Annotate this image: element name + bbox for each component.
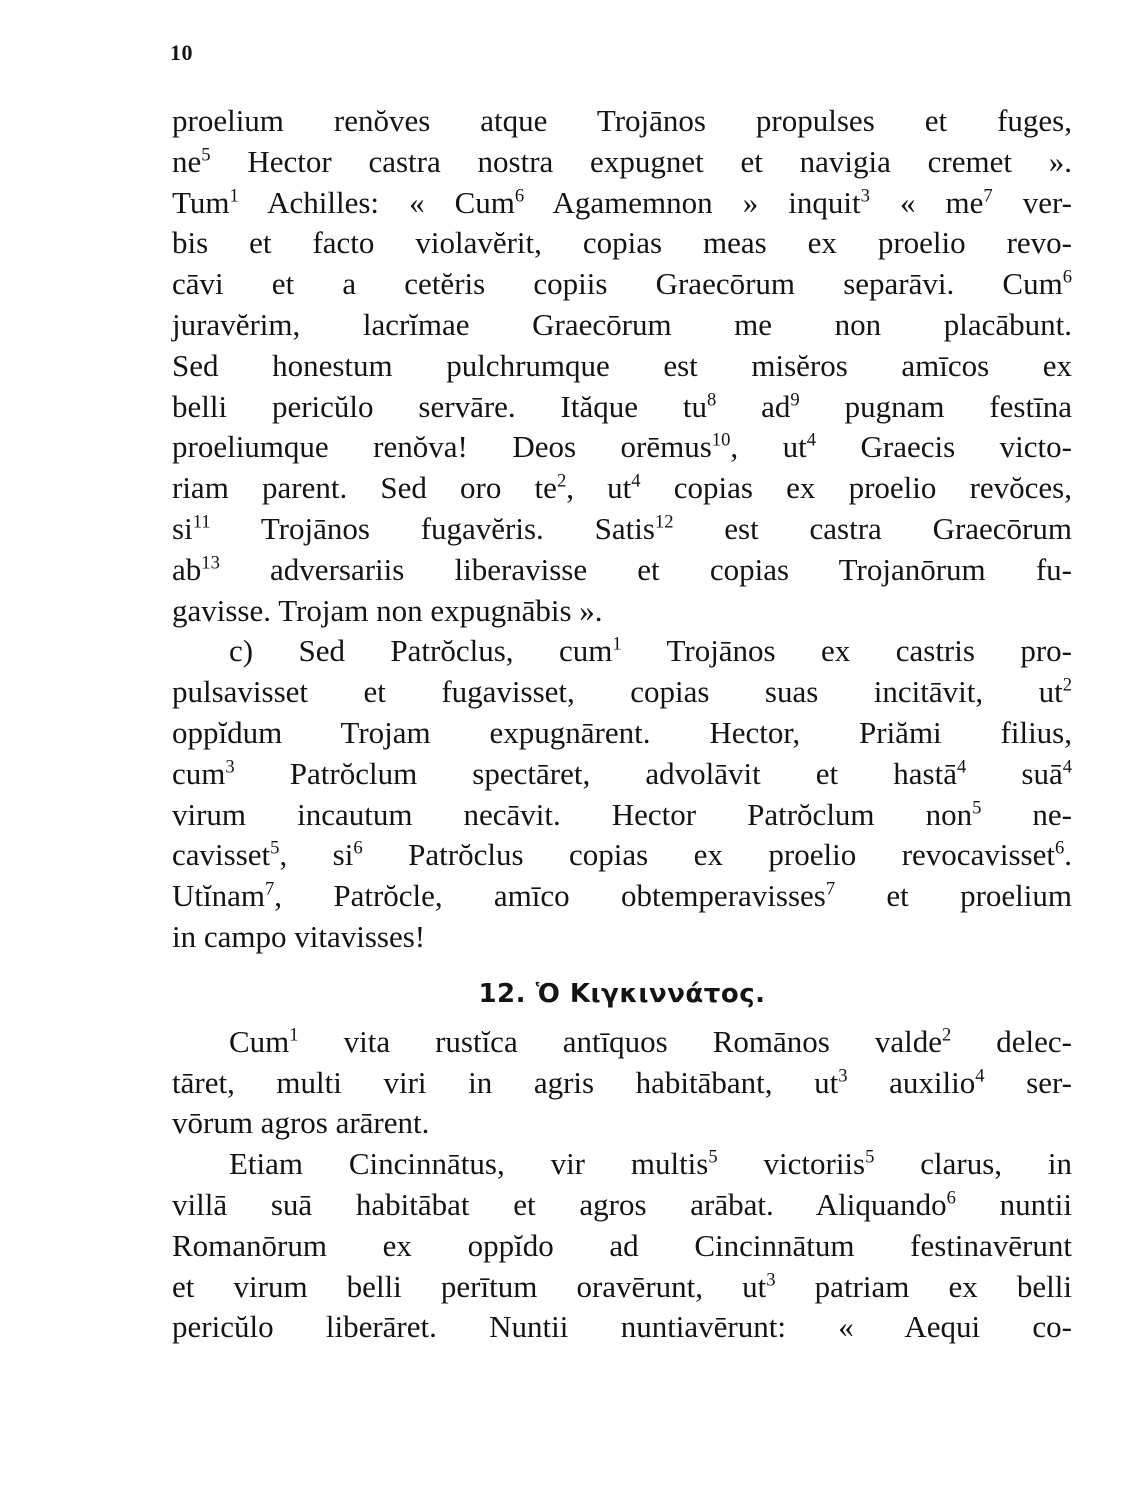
text-segment: cavisset: [172, 837, 271, 873]
text-line: [172, 1022, 1072, 1063]
footnote-marker: 1: [612, 633, 622, 655]
footnote-marker: 11: [192, 511, 211, 533]
text-line: [172, 142, 1072, 183]
text-segment: ad: [716, 388, 791, 424]
text-line: [172, 631, 1072, 672]
text-segment: ab: [172, 551, 202, 587]
text-segment: , Patrŏcle, amīco obtemperavisses: [274, 878, 826, 914]
footnote-marker: 4: [1062, 756, 1072, 778]
text-line: [172, 754, 1072, 795]
text-line: [172, 264, 1072, 305]
text-segment: est castra Graecōrum: [673, 510, 1072, 546]
text-segment: vōrum agros arārent.: [172, 1105, 430, 1141]
text-segment: Patrŏclum spectāret, advolāvit et hastā: [234, 755, 957, 791]
text-body: [172, 101, 1072, 1348]
text-segment: Sed honestum pulchrumque est misĕros amīcos ex: [172, 347, 1072, 383]
footnote-marker: 4: [956, 756, 967, 778]
footnote-marker: 10: [711, 429, 731, 451]
footnote-marker: 6: [514, 185, 525, 207]
footnote-marker: 1: [289, 1024, 299, 1046]
text-segment: vita rustĭca antīquos Romānos valde: [298, 1023, 942, 1059]
footnote-marker: 5: [972, 797, 982, 819]
passage-12: [172, 1022, 1072, 1348]
footnote-marker: 2: [556, 470, 567, 492]
text-line: [172, 1103, 1072, 1144]
text-segment: ser-: [984, 1064, 1072, 1100]
text-segment: Trojānos ex castris pro-: [621, 633, 1072, 669]
text-segment: pugnam festīna: [799, 388, 1072, 424]
footnote-marker: 6: [946, 1187, 956, 1209]
footnote-marker: 3: [838, 1065, 848, 1086]
text-segment: juravĕrim, lacrĭmae Graecōrum me non placābunt.: [172, 306, 1072, 342]
footnote-marker: 5: [201, 144, 211, 166]
text-segment: in campo vitavisses!: [172, 918, 426, 954]
text-segment: Trojānos fugavĕris. Satis: [210, 510, 655, 546]
text-segment: ver-: [992, 184, 1073, 220]
text-segment: Achilles: « Cum: [238, 184, 515, 220]
text-segment: c) Sed Patrŏclus, cum: [229, 633, 613, 669]
text-line: [172, 101, 1072, 142]
text-segment: Agamemnon » inquit: [524, 184, 861, 220]
footnote-marker: 12: [654, 511, 674, 533]
text-segment: .: [1064, 837, 1072, 873]
text-segment: , si: [279, 837, 354, 873]
text-segment: delec-: [951, 1023, 1072, 1059]
footnote-marker: 5: [270, 837, 280, 859]
text-segment: tāret, multi viri in agris habitābant, ut: [172, 1064, 839, 1100]
footnote-marker: 4: [975, 1065, 985, 1086]
text-segment: pulsavisset et fugavisset, copias suas incitāvit, ut: [172, 674, 1063, 710]
text-line: [172, 305, 1072, 346]
text-segment: Graecis victo-: [816, 429, 1072, 465]
text-segment: gavisse. Trojam non expugnābis ».: [172, 592, 603, 628]
text-segment: virum incautum necāvit. Hector Patrŏclum non: [172, 796, 973, 832]
text-segment: Hector castra nostra expugnet et navigia cremet ».: [210, 143, 1072, 179]
text-segment: Romanōrum ex oppĭdo ad Cincinnātum festinavērunt: [172, 1227, 1072, 1263]
text-segment: Tum: [172, 184, 230, 220]
text-segment: proeliumque renŏva! Deos orēmus: [172, 429, 712, 465]
text-segment: belli pericŭlo servāre. Ităque tu: [172, 388, 707, 424]
text-line: [172, 427, 1072, 468]
text-line: [172, 835, 1072, 876]
footnote-marker: 5: [708, 1146, 718, 1168]
page-number: 10: [170, 40, 193, 65]
text-segment: , ut: [566, 470, 632, 506]
text-segment: pericŭlo liberāret. Nuntii nuntiavērunt: « Aequi co-: [172, 1309, 1072, 1345]
text-segment: proelium renŏves atque Trojānos propulses et fuges,: [172, 103, 1072, 138]
text-line: [172, 591, 1072, 632]
footnote-marker: 4: [806, 429, 817, 451]
footnote-marker: 7: [983, 185, 993, 207]
footnote-marker: 4: [631, 470, 641, 492]
text-segment: « me: [869, 184, 984, 220]
text-segment: si: [172, 510, 193, 546]
text-segment: Patrŏclus copias ex proelio revocavisset: [362, 837, 1055, 873]
text-segment: ne: [172, 143, 202, 179]
footnote-marker: 3: [225, 756, 235, 778]
section-heading: 12. Ὁ Κιγκιννάτος.: [478, 978, 766, 1009]
text-line: [172, 387, 1072, 428]
footnote-marker: 6: [1054, 837, 1065, 859]
footnote-marker: 5: [865, 1146, 875, 1168]
footnote-marker: 9: [790, 389, 800, 411]
text-segment: patriam ex belli: [775, 1268, 1072, 1304]
text-line: [172, 1063, 1072, 1104]
text-segment: auxilio: [847, 1064, 976, 1100]
text-segment: oppĭdum Trojam expugnārent. Hector, Priămi filius,: [172, 714, 1072, 750]
text-segment: bis et facto violavĕrit, copias meas ex proelio revo-: [172, 225, 1072, 261]
text-segment: cāvi et a cetĕris copiis Graecōrum separāvi. Cum: [172, 266, 1063, 302]
text-line: [172, 346, 1072, 387]
footnote-marker: 2: [941, 1024, 952, 1046]
footnote-marker: 1: [229, 185, 239, 207]
footnote-marker: 13: [201, 552, 220, 574]
footnote-marker: 3: [860, 185, 870, 207]
footnote-marker: 8: [706, 389, 717, 411]
text-line: [172, 223, 1072, 264]
text-segment: suā: [966, 755, 1063, 791]
text-line: [172, 468, 1072, 509]
text-segment: nuntii: [955, 1186, 1072, 1222]
text-line: [172, 509, 1072, 550]
text-line: [172, 1144, 1072, 1185]
text-segment: villā suā habitābat et agros arābat. Aliquando: [172, 1186, 947, 1222]
footnote-marker: 7: [265, 878, 275, 900]
text-segment: Utĭnam: [172, 878, 265, 914]
footnote-marker: 2: [1062, 674, 1072, 696]
footnote-marker: 7: [825, 878, 836, 900]
text-segment: copias ex proelio revŏces,: [640, 470, 1072, 506]
text-segment: victoriis: [717, 1146, 866, 1182]
text-segment: adversariis liberavisse et copias Trojanōrum fu-: [219, 551, 1072, 587]
text-line: [172, 1226, 1072, 1267]
text-line: [172, 183, 1072, 224]
text-line: [172, 1307, 1072, 1348]
text-segment: et proelium: [835, 878, 1072, 914]
text-segment: Etiam Cincinnātus, vir multis: [229, 1146, 709, 1182]
footnote-marker: 6: [353, 837, 363, 859]
text-line: [172, 917, 1072, 958]
text-segment: et virum belli perītum oravērunt, ut: [172, 1268, 767, 1304]
text-segment: cum: [172, 755, 226, 791]
text-line: [172, 1185, 1072, 1226]
text-line: [172, 713, 1072, 754]
text-segment: , ut: [730, 429, 807, 465]
text-line: [172, 550, 1072, 591]
text-line: [172, 1267, 1072, 1308]
text-segment: Cum: [229, 1023, 290, 1059]
passage-11-continuation: [172, 101, 1072, 958]
text-segment: riam parent. Sed oro te: [172, 470, 557, 506]
footnote-marker: 3: [766, 1268, 776, 1290]
text-line: [172, 795, 1072, 836]
text-segment: clarus, in: [874, 1146, 1072, 1182]
text-line: [172, 876, 1072, 917]
footnote-marker: 6: [1062, 266, 1072, 288]
text-line: [172, 672, 1072, 713]
text-segment: ne-: [981, 796, 1072, 832]
